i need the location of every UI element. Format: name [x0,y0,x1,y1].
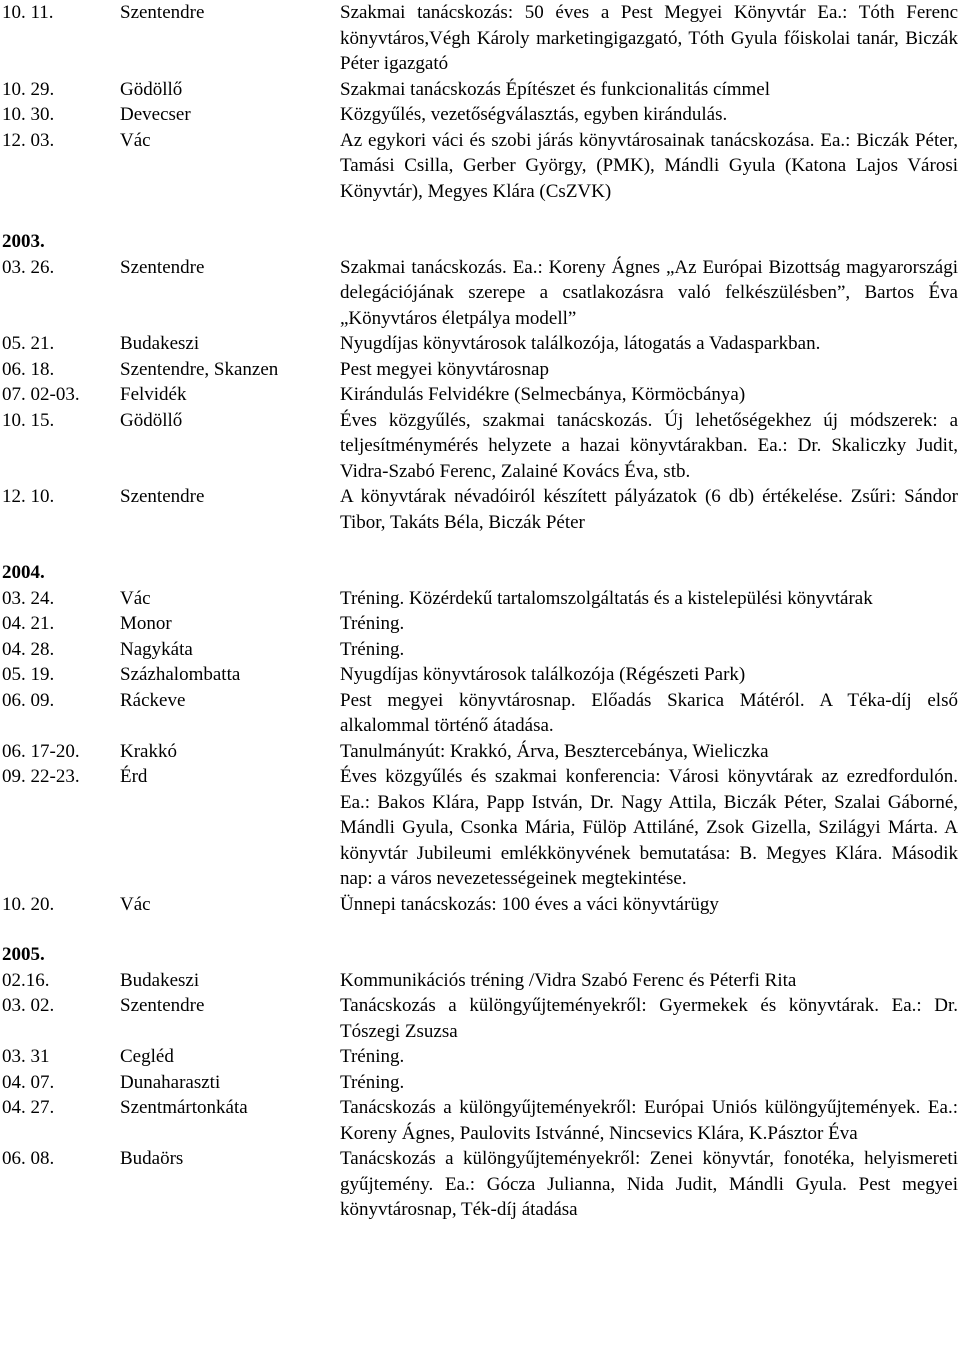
event-row [0,357,960,383]
event-description: Tanácskozás a különgyűjteményekről: Gyermekek és könyvtárak. Ea.: Dr. Tószegi Zsuzsa [340,995,958,1042]
event-date: 06. 18. [2,358,55,380]
event-description: Éves közgyűlés és szakmai konferencia: Városi könyvtárak az ezredfordulón. Ea.: Bakos Klára, Papp István, Dr. Nagy Attila, Biczák Péter, Szalai Gáborné, Mándli Gyula, Csonka Mária, Fülöp Attiláné, Zsok Gizella, Szilágyi Márta. A könyvtár Jubileumi emlékkönyvének bemutatása: B. Megyes Klára. Második nap: a város nevezetességeinek megtekintése. [340,766,958,889]
event-place: Érd [120,766,148,787]
event-row [0,255,960,332]
event-row [0,382,960,408]
event-row [0,1146,960,1223]
event-row [0,586,960,612]
event-description: Közgyűlés, vezetőségválasztás, egyben kirándulás. [340,104,728,125]
event-place: Százhalombatta [120,664,241,685]
section-2003 [0,229,960,535]
event-date: 04. 21. [2,613,55,634]
event-row [0,968,960,994]
event-description: Pest megyei könyvtárosnap [340,358,549,380]
event-date: 03. 31 [2,1046,50,1067]
event-place: Gödöllő [120,78,183,100]
event-date: 03. 24. [2,587,55,609]
event-place: Krakkó [120,740,177,762]
event-row [0,739,960,765]
event-place: Szentendre [120,2,205,23]
event-row [0,331,960,357]
event-description: Nyugdíjas könyvtárosok találkozója, látogatás a Vadasparkban. [340,333,821,354]
event-date: 06. 08. [2,1148,55,1169]
event-description: Tréning. Közérdekű tartalomszolgáltatás és a kistelepülési könyvtárak [340,587,873,609]
event-row [0,77,960,103]
section-spacer [0,917,960,942]
event-place: Cegléd [120,1046,174,1067]
event-description: Tanulmányút: Krakkó, Árva, Besztercebánya, Wieliczka [340,740,769,762]
section-2005 [0,942,960,1223]
event-date: 10. 30. [2,104,55,125]
event-place: Ráckeve [120,689,186,711]
event-row [0,611,960,637]
section-spacer [0,535,960,560]
event-place: Devecser [120,104,191,125]
event-date: 12. 03. [2,129,55,151]
event-row [0,1095,960,1146]
event-row [0,0,960,77]
event-date: 12. 10. [2,486,55,507]
year-heading: 2005. [2,944,45,965]
event-place: Felvidék [120,384,187,405]
event-date: 05. 21. [2,333,55,354]
event-place: Dunaharaszti [120,1071,221,1093]
event-description: Ünnepi tanácskozás: 100 éves a váci könyvtárügy [340,893,719,915]
event-date: 03. 02. [2,995,55,1016]
event-row [0,688,960,739]
event-date: 06. 09. [2,689,55,711]
event-place: Budakeszi [120,333,200,354]
event-description: Kommunikációs tréning /Vidra Szabó Ferenc és Péterfi Rita [340,969,797,991]
event-date: 07. 02-03. [2,384,80,405]
event-description: A könyvtárak névadóiról készített pályázatok (6 db) értékelése. Zsűri: Sándor Tibor, Takáts Béla, Biczák Péter [340,486,958,533]
event-row [0,408,960,485]
event-row [0,1044,960,1070]
event-row [0,637,960,663]
event-row [0,484,960,535]
event-place: Vác [120,587,151,609]
section-spacer [0,204,960,229]
event-date: 10. 29. [2,78,55,100]
event-place: Szentmártonkáta [120,1097,248,1118]
event-row [0,1070,960,1096]
event-place: Budakeszi [120,969,200,991]
event-place: Szentendre, Skanzen [120,358,279,380]
event-place: Nagykáta [120,638,193,660]
section-2002-continued [0,0,960,204]
event-description: Szakmai tanácskozás. Ea.: Koreny Ágnes „Az Európai Bizottság magyarországi delegációjának szerepe a csatlakozásra való felkészülésben”, Bartos Éva „Könyvtáros életpálya modell” [340,256,958,329]
event-description: Tanácskozás a különgyűjteményekről: Európai Uniós különgyűjtemények. Ea.: Koreny Ágnes, Paulovits Istvánné, Nincsevics Klára, K.Pásztor Éva [340,1097,958,1144]
event-date: 06. 17-20. [2,740,80,762]
event-place: Vác [120,129,151,151]
event-date: 04. 07. [2,1071,55,1093]
year-heading: 2004. [2,562,45,583]
event-place: Szentendre [120,256,205,278]
event-date: 03. 26. [2,256,55,278]
event-description: Tréning. [340,638,405,660]
event-description: Tréning. [340,1046,405,1067]
event-row [0,102,960,128]
event-row [0,993,960,1044]
event-place: Budaörs [120,1148,184,1169]
event-place: Szentendre [120,486,205,507]
event-description: Tanácskozás a különgyűjteményekről: Zenei könyvtár, fonotéka, helyismereti gyűjtemény. Ea.: Gócza Julianna, Nida Judit, Mándli Gyula. Pest megyei könyvtárosnap, Ték-díj átadása [340,1148,958,1220]
event-row [0,892,960,918]
event-date: 04. 27. [2,1097,55,1118]
event-date: 04. 28. [2,638,55,660]
event-date: 10. 15. [2,409,55,431]
event-description: Éves közgyűlés, szakmai tanácskozás. Új lehetőségekhez új módszerek: a teljesítménymérés helyzete a hazai könyvtárakban. Ea.: Dr. Skaliczky Judit, Vidra-Szabó Ferenc, Zalainé Kovács Éva, stb. [340,409,958,482]
event-place: Szentendre [120,995,205,1016]
event-place: Monor [120,613,172,634]
event-description: Nyugdíjas könyvtárosok találkozója (Régészeti Park) [340,664,746,685]
event-row [0,662,960,688]
event-place: Gödöllő [120,409,183,431]
section-2004 [0,560,960,917]
event-row [0,764,960,892]
event-description: Az egykori váci és szobi járás könyvtárosainak tanácskozása. Ea.: Biczák Péter, Tamási Csilla, Gerber György, (PMK), Mándli Gyula (Katona Lajos Városi Könyvtár), Megyes Klára (CsZVK) [340,129,958,202]
event-date: 10. 20. [2,893,55,915]
event-description: Tréning. [340,613,405,634]
event-description: Tréning. [340,1071,405,1093]
event-date: 02.16. [2,969,50,991]
event-date: 10. 11. [2,2,54,23]
year-heading: 2003. [2,231,45,252]
event-description: Kirándulás Felvidékre (Selmecbánya, Körmöcbánya) [340,384,746,405]
event-description: Szakmai tanácskozás Építészet és funkcionalitás címmel [340,78,770,100]
event-description: Szakmai tanácskozás: 50 éves a Pest Megyei Könyvtár Ea.: Tóth Ferenc könyvtáros,Végh Károly marketingigazgató, Tóth Gyula főiskolai tanár, Biczák Péter igazgató [340,2,958,74]
event-date: 05. 19. [2,664,55,685]
event-description: Pest megyei könyvtárosnap. Előadás Skarica Mátéról. A Téka-díj első alkalommal történő átadása. [340,689,958,736]
event-date: 09. 22-23. [2,766,80,787]
event-row [0,128,960,205]
event-place: Vác [120,893,151,915]
